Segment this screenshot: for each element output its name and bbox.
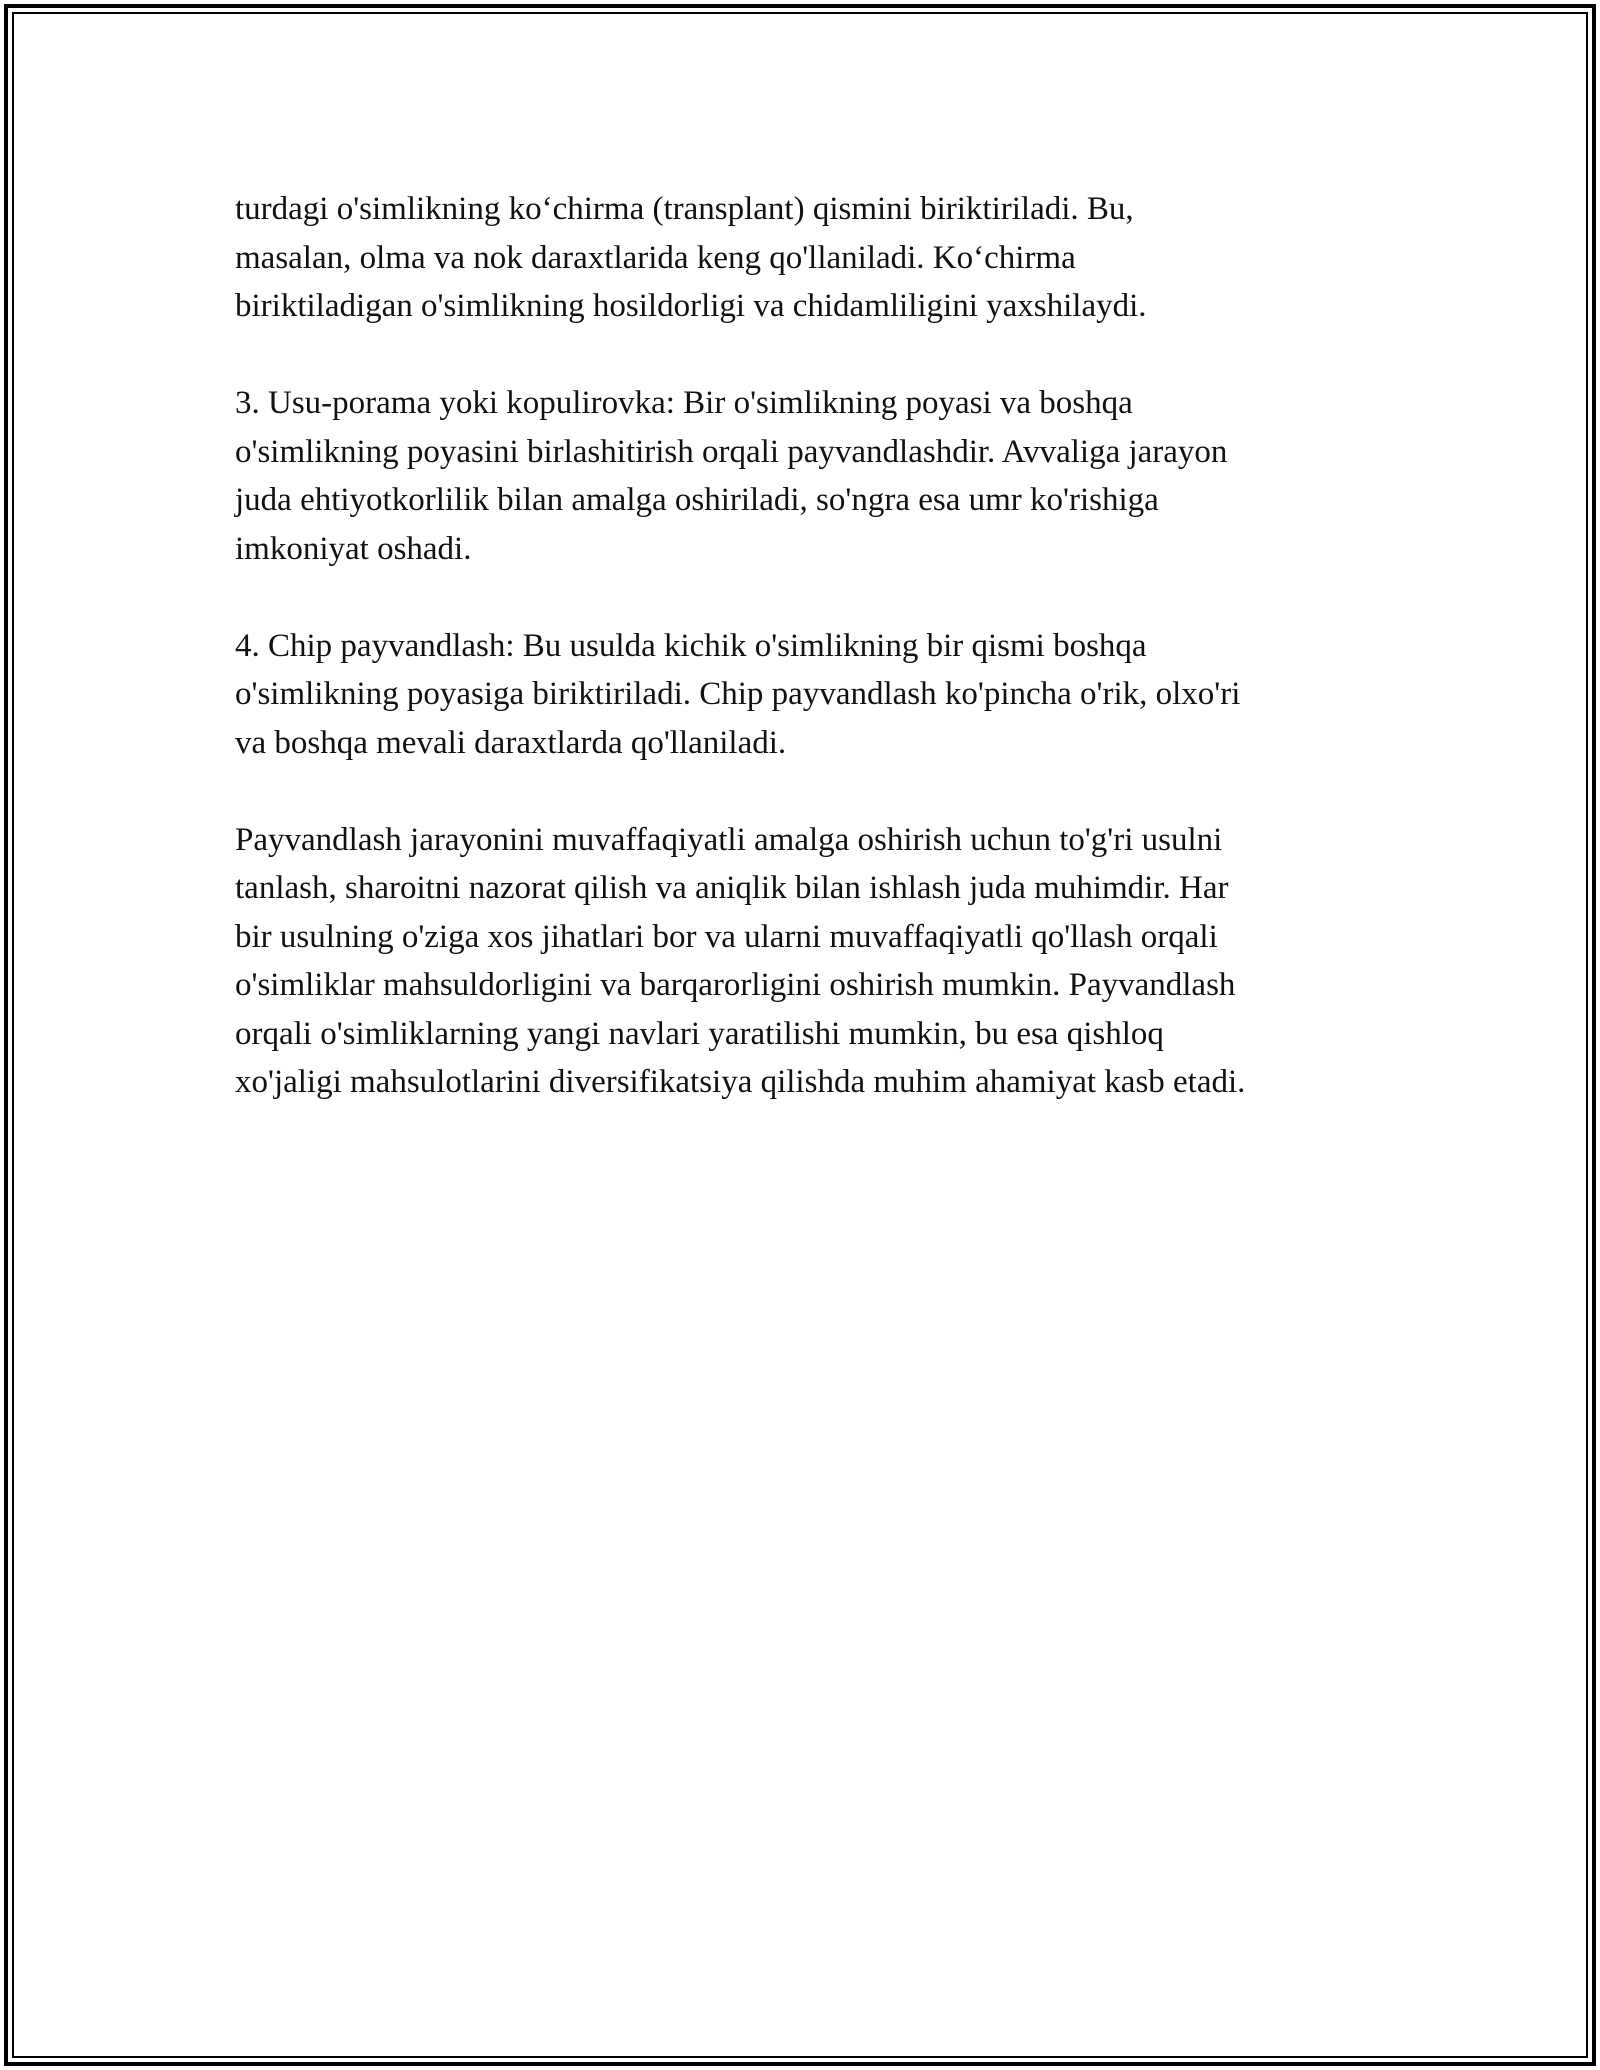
paragraph-chip-payvandlash: 4. Chip payvandlash: Bu usulda kichik o'simlikning bir qismi boshqa o'simlikning poyasiga biriktiriladi. Chip payvandlash ko'pincha o'rik, olxo'ri va boshqa mevali daraxtlarda qo'llaniladi. — [235, 627, 1241, 761]
document-body — [235, 185, 1375, 1155]
paragraph-kopulirovka: 3. Usu-porama yoki kopulirovka: Bir o'simlikning poyasi va boshqa o'simlikning poyasini birlashitirish orqali payvandlashdir. Avvaliga jarayon juda ehtiyotkorlilik bilan amalga oshiriladi, so'ngra esa umr ko'rishiga imkoniyat oshadi. — [235, 385, 1228, 567]
paragraph-conclusion: Payvandlash jarayonini muvaffaqiyatli amalga oshirish uchun to'g'ri usulni tanlash, sharoitni nazorat qilish va aniqlik bilan ishlash juda muhimdir. Har bir usulning o'ziga xos jihatlari bor va ularni muvaffaqiyatli qo'llash orqali o'simliklar mahsuldorligini va barqarorligini oshirish mumkin. Payvandlash orqali o'simliklarning yangi navlari yaratilishi mumkin, bu esa qishloq xo'jaligi mahsulotlarini diversifikatsiya qilishda muhim ahamiyat kasb etadi. — [235, 821, 1246, 1100]
paragraph-transplant: turdagi o'simlikning ko‘chirma (transplant) qismini biriktiriladi. Bu, masalan, olma va nok daraxtlarida keng qo'llaniladi. Ko‘chirma biriktiladigan o'simlikning hosildorligi va chidamliligini yaxshilaydi. — [235, 191, 1147, 324]
